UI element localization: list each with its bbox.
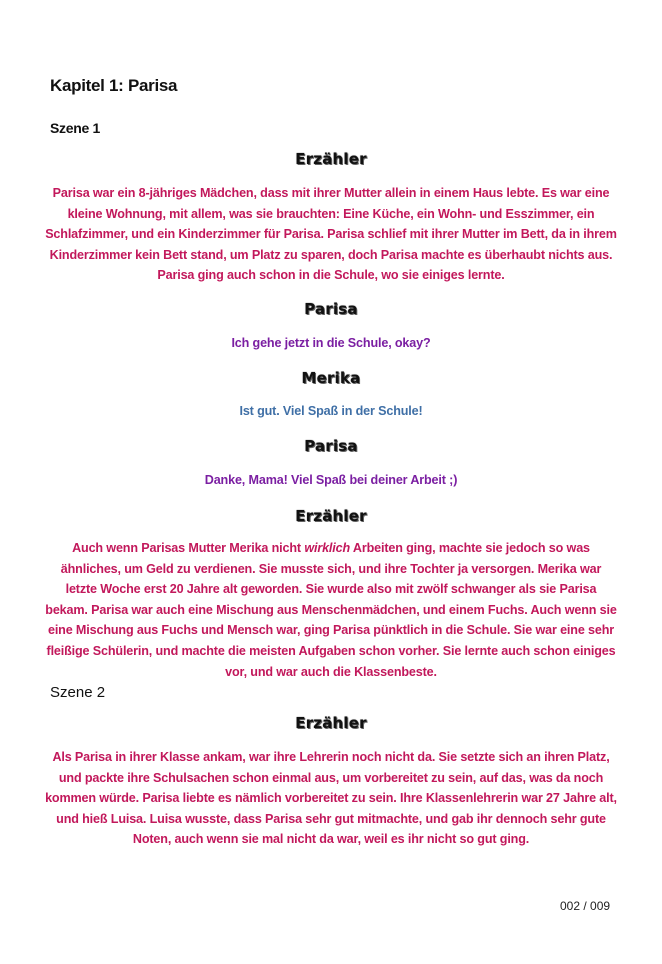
chapter-title: Kapitel 1: Parisa: [50, 76, 178, 95]
narrator-text-start: Auch wenn Parisas Mutter Merika nicht: [72, 541, 305, 555]
parisa-line: Danke, Mama! Viel Spaß bei deiner Arbeit ;): [204, 473, 458, 487]
narrator-text-end: Arbeiten ging, machte sie jedoch so was ähnliches, um Geld zu verdienen. Sie musste sich, und ihre Tochter ja versorgen. Merika war letzte Woche erst 20 Jahre alt geworden. Sie wurde also mit zwölf schwanger als sie Parisa bekam. Parisa war auch eine Mischung aus Menschenmädchen, und einem Fuchs. Auch wenn sie eine Mischung aus Fuchs und Mensch war, ging Parisa pünktlich in die Schule. Sie war eine sehr fleißige Schülerin, und machte die meisten Aufgaben schon vorher. Sie lernte auch schon einiges vor, und war auch die Klassenbeste.: [45, 541, 617, 679]
speaker-label: Parisa: [304, 300, 358, 318]
narrator-paragraph: Als Parisa in ihrer Klasse ankam, war ihre Lehrerin noch nicht da. Sie setzte sich an ihren Platz, und packte ihre Schulsachen schon einmal aus, um vorbereitet zu sein, auf das, was da noch kommen würde. Parisa liebte es nämlich vorbereitet zu sein. Ihre Klassenlehrerin war 27 Jahre alt, und hieß Luisa. Luisa wusste, dass Parisa sehr gut mitmachte, und gab ihr dennoch sehr gute Noten, auch wenn sie mal nicht da war, weil es ihr nicht so gut ging.: [45, 750, 617, 847]
scene-2-title: Szene 2: [50, 684, 106, 701]
parisa-line: Ich gehe jetzt in die Schule, okay?: [231, 336, 431, 350]
speaker-label: Parisa: [304, 437, 358, 455]
speaker-label: Erzähler: [295, 714, 367, 732]
narrator-paragraph: Parisa war ein 8-jähriges Mädchen, dass mit ihrer Mutter allein in einem Haus lebte. Es war eine kleine Wohnung, mit allem, was sie brauchten: Eine Küche, ein Wohn- und Esszimmer, ein Schlafzimmer, und ein Kinderzimmer für Parisa. Parisa schlief mit ihrer Mutter im Bett, da in ihrem Kinderzimmer kein Bett stand, um Platz zu sparen, doch Parisa machte es überhaubt nichts aus. Parisa ging auch schon in die Schule, wo sie einiges lernte.: [45, 186, 617, 283]
emphasized-word: wirklich: [304, 541, 351, 555]
page-number: 002 / 009: [560, 899, 611, 913]
speaker-label: Merika: [301, 369, 361, 387]
speaker-label: Erzähler: [295, 507, 367, 525]
speaker-label: Erzähler: [295, 150, 367, 168]
narrator-paragraph: [44, 538, 618, 682]
scene-1-title: Szene 1: [50, 120, 101, 136]
merika-line: Ist gut. Viel Spaß in der Schule!: [239, 404, 423, 418]
